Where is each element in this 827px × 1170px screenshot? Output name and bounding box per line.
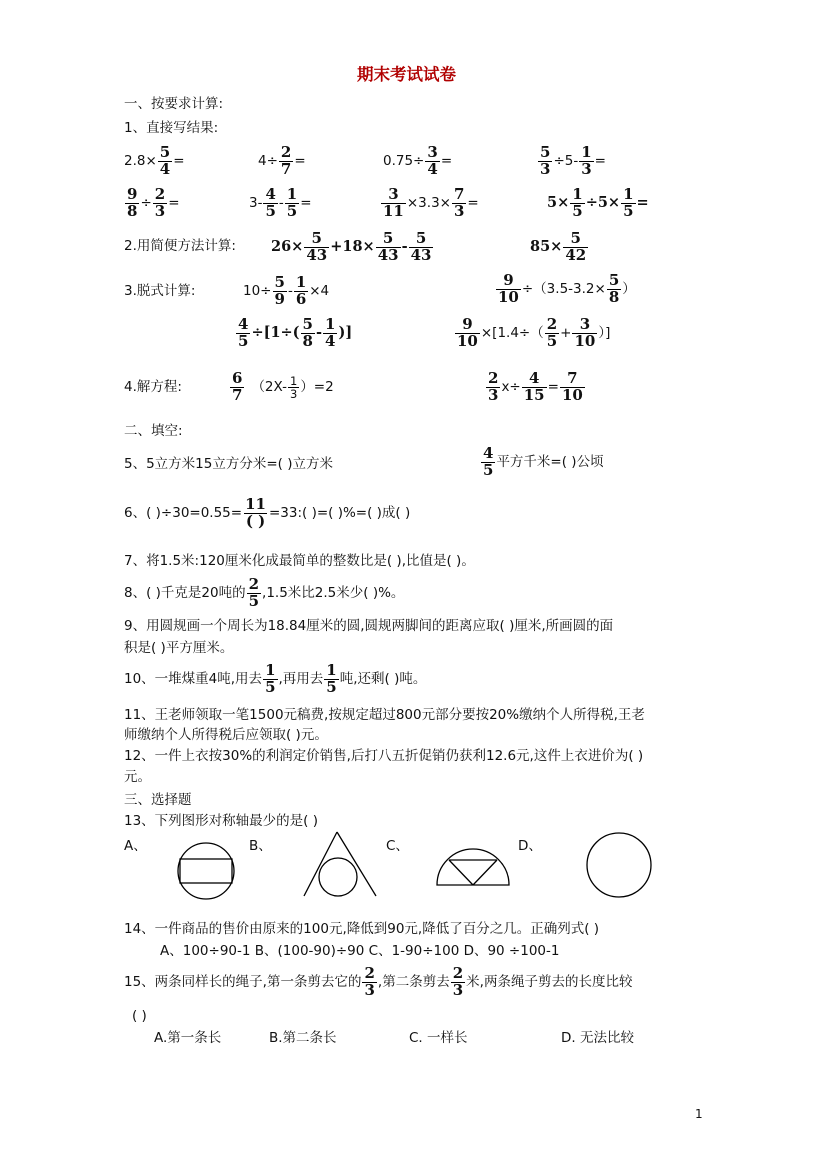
q13-option-b-label: B、 — [249, 838, 272, 854]
q2-item-a: 26× $\frac{5}{43}$ +18× $\frac{5}{43}$ - $\frac{5}{43}$ — [271, 229, 432, 264]
q5-text-a: 5、5立方米15立方分米=( )立方米 — [124, 456, 333, 472]
page-title: 期末考试试卷 — [357, 65, 456, 84]
semicircle-with-triangle-shape — [433, 846, 513, 888]
q14-text: 14、一件商品的售价由原来的100元,降低到90元,降低了百分之几。正确列式( ) — [124, 921, 600, 937]
q1-item-c: 0.75÷ $\frac{3}{4}$ = — [383, 143, 453, 178]
q13-option-d-label: D、 — [518, 838, 542, 854]
q11-line1: 11、王老师领取一笔1500元稿费,按规定超过800元部分要按20%缴纳个人所得税,王老 — [124, 707, 645, 723]
q8-text: 8、( )千克是20吨的 $\frac{2}{5}$ ,1.5米比2.5米少( )%。 — [124, 575, 405, 610]
q1-item-f: 3- $\frac{4}{5}$ - $\frac{1}{5}$ = — [249, 185, 312, 220]
q1-item-e: $\frac{9}{8}$ ÷ $\frac{2}{3}$ = — [127, 185, 180, 220]
q3-item-c: $\frac{4}{5}$ ÷[1÷( $\frac{5}{8}$ - $\frac{1}{4}$ )] — [238, 315, 353, 350]
q4-item-a: $\frac{6}{7}$ （2X- $\frac{1}{3}$ ）=2 — [232, 369, 334, 404]
q1-item-b: 4÷ $\frac{2}{7}$ = — [258, 143, 306, 178]
q1-item-g: $\frac{3}{11}$ ×3.3× $\frac{7}{3}$ = — [383, 185, 479, 220]
q4-item-b: $\frac{2}{3}$ x÷ $\frac{4}{15}$ = $\frac{7}{10}$ — [488, 369, 583, 404]
q2-label: 2.用简便方法计算: — [124, 238, 236, 254]
q3-label: 3.脱式计算: — [124, 283, 196, 299]
q15-text: 15、两条同样长的绳子,第一条剪去它的 $\frac{2}{3}$ ,第二条剪去 $\frac{2}{3}$ 米,两条绳子剪去的长度比较 — [124, 964, 633, 999]
q3-item-b: $\frac{9}{10}$ ÷（3.5-3.2× $\frac{5}{8}$ ） — [498, 271, 636, 306]
q1-item-d: $\frac{5}{3}$ ÷5- $\frac{1}{3}$ = — [540, 143, 606, 178]
q15-option-b: B.第二条长 — [269, 1030, 337, 1046]
q13-option-a-label: A、 — [124, 838, 147, 854]
q10-text: 10、一堆煤重4吨,用去 $\frac{1}{5}$ ,再用去 $\frac{1}{5}$ 吨,还剩( )吨。 — [124, 661, 427, 696]
q6-text: 6、( )÷30=0.55= $\frac{11}{( )}$ =33:( )=( )%=( )成( ) — [124, 495, 411, 530]
section-heading-calc: 一、按要求计算: — [124, 96, 224, 112]
q11-line2: 师缴纳个人所得税后应领取( )元。 — [124, 727, 328, 743]
q9-line1: 9、用圆规画一个周长为18.84厘米的圆,圆规两脚间的距离应取( )厘米,所画圆的面 — [124, 618, 614, 634]
section-heading-choice: 三、选择题 — [124, 792, 192, 808]
q2-item-b: 85× $\frac{5}{42}$ — [530, 229, 587, 264]
q9-line2: 积是( )平方厘米。 — [124, 640, 234, 656]
q5-text-b: $\frac{4}{5}$ 平方千米=( )公顷 — [483, 444, 604, 479]
circle-shape — [585, 831, 653, 899]
q1-item-a: 2.8× $\frac{5}{4}$ = — [124, 143, 185, 178]
q12-line1: 12、一件上衣按30%的利润定价销售,后打八五折促销仍获利12.6元,这件上衣进价为( ) — [124, 748, 644, 764]
q7-text: 7、将1.5米:120厘米化成最简单的整数比是( ),比值是( )。 — [124, 553, 475, 569]
q13-option-c-label: C、 — [386, 838, 409, 854]
section-heading-fill: 二、填空: — [124, 423, 183, 439]
q3-item-d: $\frac{9}{10}$ ×[1.4÷（ $\frac{2}{5}$ + $\frac{3}{10}$ ）] — [457, 315, 611, 350]
q13-text: 13、下列图形对称轴最少的是( ) — [124, 813, 319, 829]
q15-option-d: D. 无法比较 — [561, 1030, 634, 1046]
q12-line2: 元。 — [124, 769, 151, 785]
q15-line2: ( ) — [132, 1008, 147, 1024]
q15-option-c: C. 一样长 — [409, 1030, 468, 1046]
q1-item-h: 5× $\frac{1}{5}$ ÷5× $\frac{1}{5}$ = — [547, 185, 649, 220]
q3-item-a: 10÷ $\frac{5}{9}$ - $\frac{1}{6}$ ×4 — [243, 273, 330, 308]
circle-with-rectangle-shape — [170, 842, 242, 900]
q1-label: 1、直接写结果: — [124, 120, 219, 136]
q14-options: A、100÷90-1 B、(100-90)÷90 C、1-90÷100 D、90 ÷100-1 — [160, 943, 560, 959]
page-number: 1 — [695, 1107, 703, 1121]
q4-label: 4.解方程: — [124, 379, 182, 395]
q15-option-a: A.第一条长 — [154, 1030, 222, 1046]
triangle-with-circle-shape — [300, 830, 380, 898]
